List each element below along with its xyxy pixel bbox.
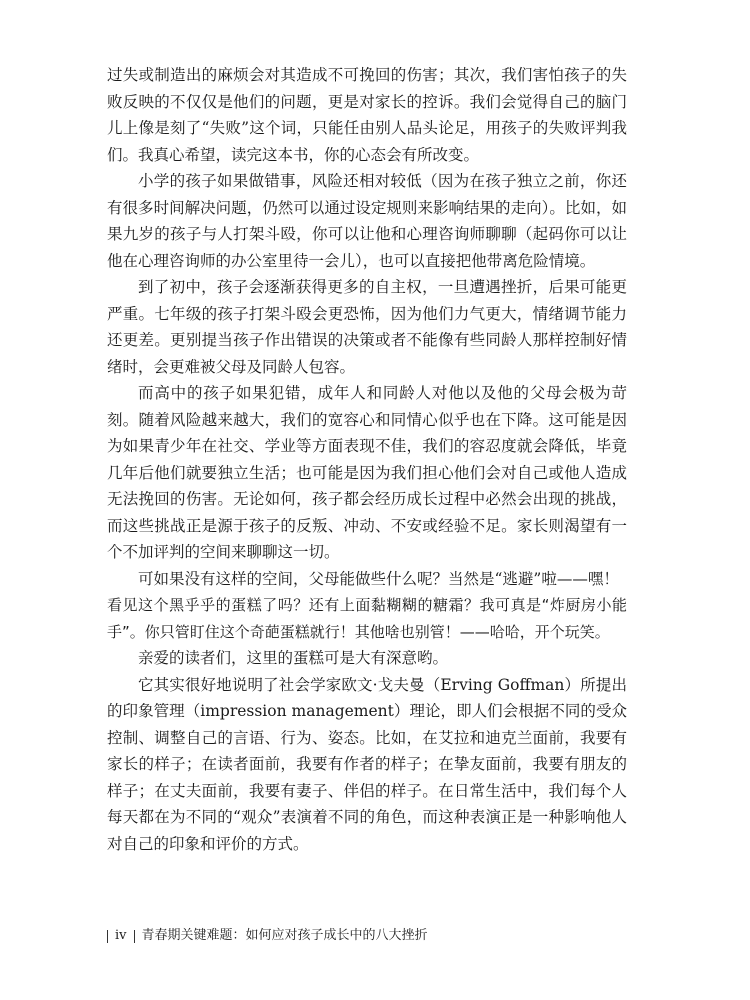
paragraph-4: 而高中的孩子如果犯错，成年人和同龄人对他以及他的父母会极为苛刻。随着风险越来越大，我们的宽容心和同情心似乎也在下降。这可能是因为如果青少年在社交、学业等方面表现不佳，我们的容忍度就会降低，毕竟几年后他们就要独立生活；也可能是因为我们担心他们会对自己或他人造成无法挽回的伤害。无论如何，孩子都会经历成长过程中必然会出现的挑战，而这些挑战正是源于孩子的反叛、冲动、不安或经验不足。家长则渴望有一个不加评判的空间来聊聊这一切。 [107, 384, 627, 561]
page-number: iv [115, 928, 127, 943]
paragraph-8: 它其实很好地说明了社会学家欧文·戈夫曼（Erving Goffman）所提出的印象管理（impression management）理论，即人们会根据不同的受众控制、调整自己的言语、行为、姿态。比如，在艾拉和迪克兰面前，我要有家长的样子；在读者面前，我要有作者的样子；在挚友面前，我要有朋友的样子；在丈夫面前，我要有妻子、伴侣的样子。在日常生活中，我们每个人每天都在为不同的“观众”表演着不同的角色，而这种表演正是一种影响他人对自己的印象和评价的方式。 [107, 675, 627, 853]
book-title: 青春期关键难题：如何应对孩子成长中的八大挫折 [141, 928, 428, 943]
paragraph-6-sans: 看见这个黑乎乎的蛋糕了吗？还有上面黏糊糊的糖霜？我可真是“炸厨房小能手”。你只管盯住这个奇葩蛋糕就行！其他啥也别管！——哈哈，开个玩笑。 [107, 596, 627, 641]
footer-divider-left [107, 930, 108, 943]
paragraph-7: 亲爱的读者们，这里的蛋糕可是大有深意哟。 [138, 649, 449, 667]
paragraph-2: 小学的孩子如果做错事，风险还相对较低（因为在孩子独立之前，你还有很多时间解决问题，仍然可以通过设定规则来影响结果的走向）。比如，如果九岁的孩子与人打架斗殴，你可以让他和心理咨询师聊聊（起码你可以让他在心理咨询师的办公室里待一会儿），也可以直接把他带离危险情境。 [107, 172, 627, 270]
paragraph-1: 过失或制造出的麻烦会对其造成不可挽回的伤害；其次，我们害怕孩子的失败反映的不仅仅是他们的问题，更是对家长的控诉。我们会觉得自己的脑门儿上像是刻了“失败”这个词，只能任由别人品头论足，用孩子的失败评判我们。我真心希望，读完这本书，你的心态会有所改变。 [107, 66, 627, 164]
page-footer [107, 927, 428, 945]
body-text [107, 62, 627, 857]
footer-divider-right [134, 930, 135, 943]
paragraph-3: 到了初中，孩子会逐渐获得更多的自主权，一旦遭遇挫折，后果可能更严重。七年级的孩子打架斗殴会更恐怖，因为他们力气更大，情绪调节能力还更差。更别提当孩子作出错误的决策或者不能像有些同龄人那样控制好情绪时，会更难被父母及同龄人包容。 [107, 278, 627, 376]
paragraph-5: 可如果没有这样的空间，父母能做些什么呢？当然是“逃避”啦——嘿！ [138, 569, 619, 588]
